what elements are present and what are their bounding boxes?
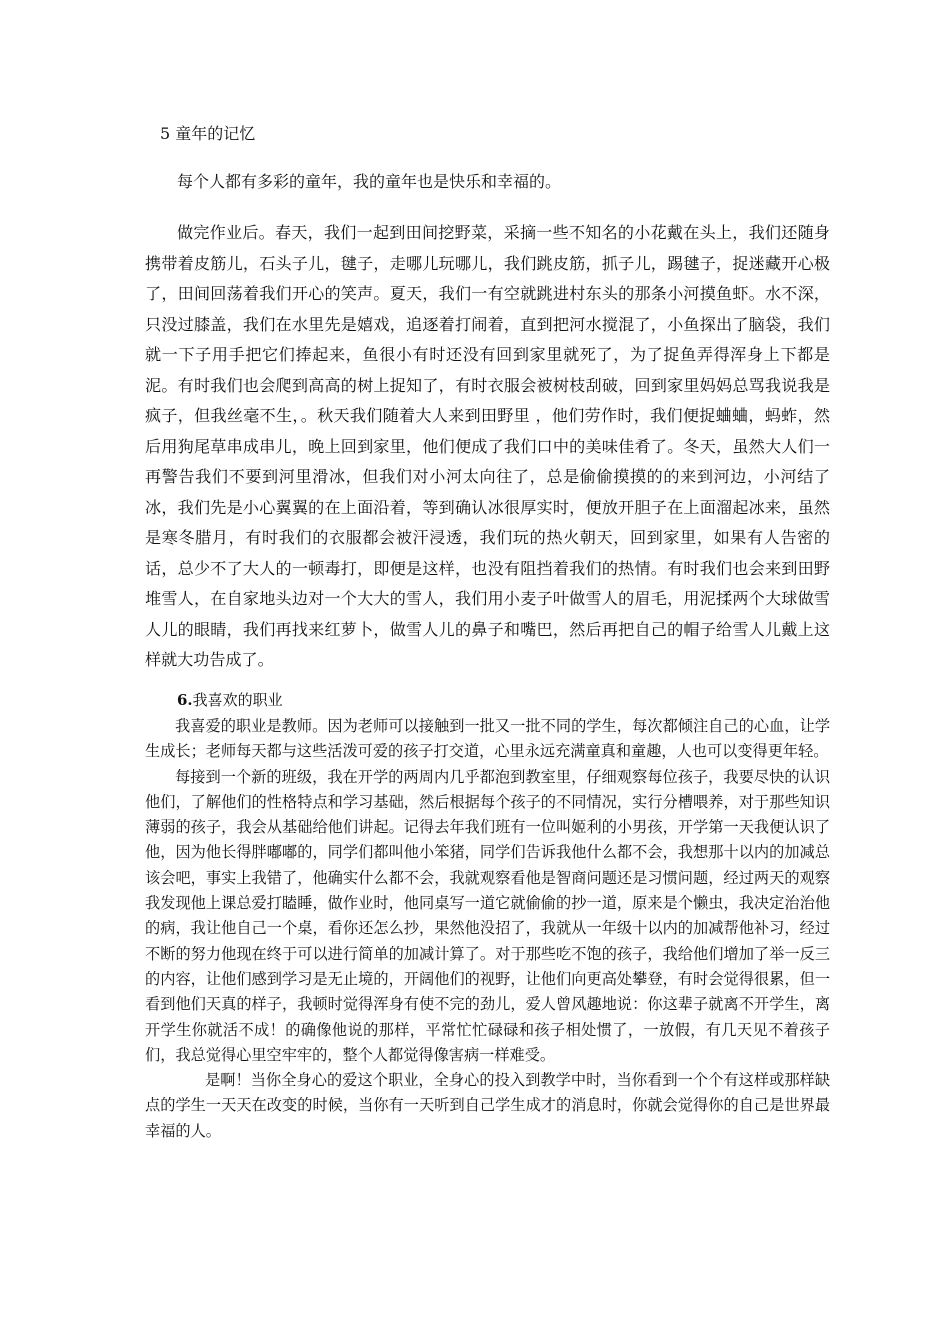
intro-paragraph: 每个人都有多彩的童年，我的童年也是快乐和幸福的。 [177, 172, 562, 191]
section-favorite-career [145, 688, 830, 1144]
body-paragraph: 我喜爱的职业是教师。因为老师可以接触到一批又一批不同的学生，每次都倾注自己的心血，让学生成长；老师每天都与这些活泼可爱的孩子打交道，心里永远充满童真和童趣，人也可以变得更年轻。 [145, 717, 830, 761]
body-paragraph: 每接到一个新的班级，我在开学的两周内几乎都泡到教室里，仔细观察每位孩子，我要尽快的认识他们，了解他们的性格特点和学习基础，然后根据每个孩子的不同情况，实行分槽喂养，对于那些知识薄弱的孩子，我会从基础给他们讲起。记得去年我们班有一位叫姬利的小男孩，开学第一天我便认识了他，因为他长得胖嘟嘟的，同学们都叫他小笨猪，同学们告诉我他什么都不会，我想那十以内的加减总该会吧，事实上我错了，他确实什么都不会，我就观察看他是智商问题还是习惯问题，经过两天的观察我发现他上课总爱打瞌睡，做作业时，他同桌写一道它就偷偷的抄一道，原来是个懒虫，我决定治治他的病，我让他自己一个桌，看你还怎么抄，果然他没招了，我就从一年级十以内的加减帮他补习，经过不断的努力他现在终于可以进行简单的加减计算了。对于那些吃不饱的孩子，我给他们增加了举一反三的内容，让他们感到学习是无止境的，开阔他们的视野，让他们向更高处攀登，有时会觉得很累，但一看到他们天真的样子，我顿时觉得浑身有使不完的劲儿，爱人曾风趣地说：你这辈子就离不开学生，离开学生你就活不成！的确像他说的那样，平常忙忙碌碌和孩子相处惯了，一放假，有几天见不着孩子们，我总觉得心里空牢牢的，整个人都觉得像害病一样难受。 [145, 767, 830, 1064]
section-number: 6. [177, 691, 193, 709]
section-title: 我喜欢的职业 [192, 691, 283, 709]
section-heading: 5 童年的记忆 [160, 124, 256, 143]
section-childhood-memory [145, 122, 830, 676]
body-paragraph: 是啊！当你全身心的爱这个职业，全身心的投入到教学中时，当你看到一个个有这样或那样缺点的学生一天天在改变的时候，当你有一天听到自己学生成才的消息时，你就会觉得你的自己是世界最幸福的人。 [145, 1071, 830, 1140]
body-paragraph: 做完作业后。春天，我们一起到田间挖野菜，采摘一些不知名的小花戴在头上，我们还随身携带着皮筋儿，石头子儿，毽子，走哪儿玩哪儿，我们跳皮筋，抓子儿，踢毽子，捉迷藏开心极了，田间回荡着我们开心的笑声。夏天，我们一有空就跳进村东头的那条小河摸鱼虾。水不深，只没过膝盖，我们在水里先是嬉戏，追逐着打闹着，直到把河水搅混了，小鱼探出了脑袋，我们就一下子用手把它们捧起来，鱼很小有时还没有回到家里就死了，为了捉鱼弄得浑身上下都是泥。有时我们也会爬到高高的树上捉知了，有时衣服会被树枝刮破，回到家里妈妈总骂我说我是疯子，但我丝毫不生，。秋天我们随着大人来到田野里 ，他们劳作时，我们便捉蛐蛐，蚂蚱，然后用狗尾草串成串儿，晚上回到家里，他们便成了我们口中的美味佳肴了。冬天，虽然大人们一再警告我们不要到河里滑冰，但我们对小河太向往了，总是偷偷摸摸的的来到河边，小河结了冰，我们先是小心翼翼的在上面沿着，等到确认冰很厚实时，便放开胆子在上面溜起冰来，虽然是寒冬腊月，有时我们的衣服都会被汗浸透，我们玩的热火朝天，回到家里，如果有人告密的话，总少不了大人的一顿毒打，即便是这样，也没有阻挡着我们的热情。有时我们也会来到田野堆雪人，在自家地头边对一个大大的雪人，我们用小麦子叶做雪人的眉毛，用泥揉两个大球做雪人儿的眼睛，我们再找来红萝卜，做雪人儿的鼻子和嘴巴，然后再把自己的帽子给雪人儿戴上这样就大功告成了。 [145, 223, 830, 669]
section-heading [177, 688, 830, 712]
